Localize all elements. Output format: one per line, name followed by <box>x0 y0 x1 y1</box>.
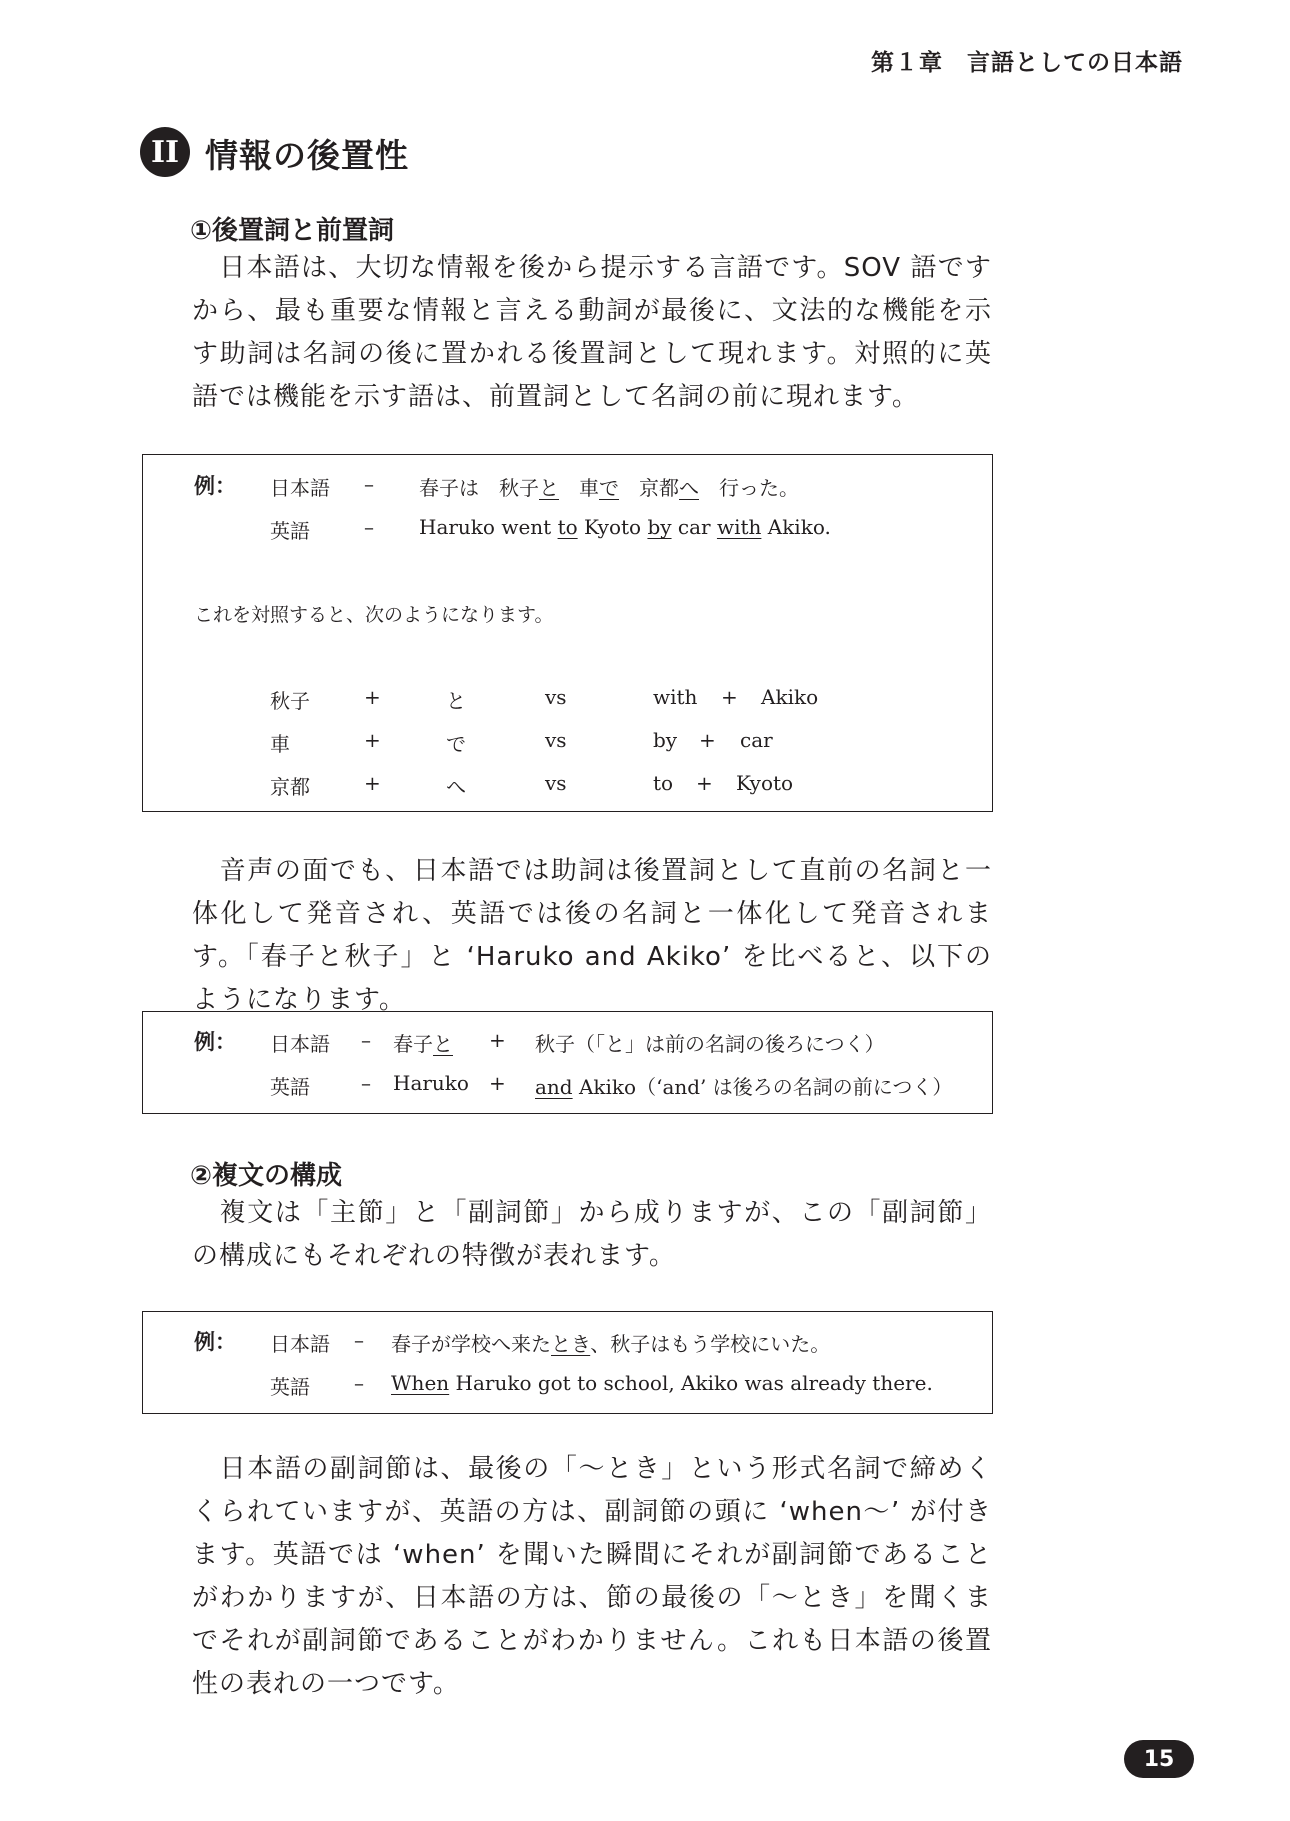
jp-lang-label: 日本語 <box>270 1032 330 1056</box>
jp-word: 春子と <box>393 1032 453 1056</box>
section-number-badge: II <box>140 127 190 177</box>
en-lang-label: 英語 <box>270 519 310 543</box>
example-label: 例： <box>194 1030 236 1054</box>
subsection-title-1: ①後置詞と前置詞 <box>190 216 395 246</box>
en-lang-label: 英語 <box>270 1375 310 1399</box>
en-note: and Akiko（‘and’ は後ろの名詞の前につく） <box>535 1075 953 1099</box>
row-plus: + <box>364 771 381 795</box>
paragraph-3: 複文は「主節」と「副詞節」から成りますが、この「副詞節」の構成にもそれぞれの特徴が表れます。 <box>192 1198 992 1271</box>
jp-sentence: 春子は 秋子と 車で 京都へ 行った。 <box>419 476 799 500</box>
compare-text: これを対照すると、次のようになります。 <box>194 604 554 626</box>
row-en-noun: Kyoto <box>736 771 794 795</box>
en-sentence: Haruko went to Kyoto by car with Akiko. <box>419 515 831 539</box>
paragraph-2: 音声の面でも、日本語では助詞は後置詞として直前の名詞と一体化して発音され、英語では後の名詞と一体化して発音されます。「春子と秋子」と ‘Haruko and Akiko’ を比べると、以下のようになります。 <box>192 856 992 1015</box>
example-label: 例： <box>194 474 236 498</box>
row-vs: vs <box>545 728 567 752</box>
dash: – <box>361 1071 371 1095</box>
paragraph-1: 日本語は、大切な情報を後から提示する言語です。SOV 語ですから、最も重要な情報と言える動詞が最後に、文法的な機能を示す助詞は名詞の後に置かれる後置詞として現れます。対照的に英語では機能を示す語は、前置詞として名詞の前に現れます。 <box>192 253 992 412</box>
row-plus2: + <box>721 685 738 709</box>
row-prep: to <box>653 771 674 795</box>
example-box-3 <box>142 1311 993 1414</box>
row-plus2: + <box>696 771 713 795</box>
row-en-noun: Akiko <box>761 685 819 709</box>
running-header: 第１章 言語としての日本語 <box>871 50 1183 76</box>
row-vs: vs <box>545 685 567 709</box>
row-noun: 京都 <box>270 775 310 799</box>
row-plus2: + <box>699 728 716 752</box>
row-plus: + <box>364 728 381 752</box>
row-particle: へ <box>446 775 466 799</box>
subsection-title-2: ②複文の構成 <box>190 1161 343 1191</box>
row-noun: 車 <box>270 732 290 756</box>
row-prep: with <box>653 685 698 709</box>
example-box-2 <box>142 1011 993 1114</box>
dash: – <box>361 1028 371 1052</box>
jp-note: 秋子（「と」は前の名詞の後ろにつく） <box>535 1032 885 1056</box>
paragraph-4: 日本語の副詞節は、最後の「～とき」という形式名詞で締めくくられていますが、英語の方は、副詞節の頭に ‘when～’ が付きます。英語では ‘when’ を聞いた瞬間にそれが副詞節であることがわかりますが、日本語の方は、節の最後の「～とき」を聞くまでそれが副詞節であることがわかりません。これも日本語の後置性の表れの一つです。 <box>192 1454 992 1699</box>
row-particle: と <box>446 689 466 713</box>
row-noun: 秋子 <box>270 689 310 713</box>
jp-lang-label: 日本語 <box>270 476 330 500</box>
en-word: Haruko <box>393 1071 469 1095</box>
dash: – <box>364 472 374 496</box>
jp-sentence: 春子が学校へ来たとき、秋子はもう学校にいた。 <box>391 1332 831 1356</box>
example-label: 例： <box>194 1330 236 1354</box>
plus: + <box>489 1028 506 1052</box>
row-particle: で <box>446 732 466 756</box>
row-plus: + <box>364 685 381 709</box>
en-sentence: When Haruko got to school, Akiko was already there. <box>391 1371 933 1395</box>
section-title: 情報の後置性 <box>205 136 409 175</box>
dash: – <box>354 1328 364 1352</box>
dash: – <box>364 515 374 539</box>
jp-lang-label: 日本語 <box>270 1332 330 1356</box>
row-prep: by <box>653 728 678 752</box>
page-number: 15 <box>1124 1740 1194 1778</box>
dash: – <box>354 1371 364 1395</box>
plus: + <box>489 1071 506 1095</box>
row-en-noun: car <box>740 728 773 752</box>
row-vs: vs <box>545 771 567 795</box>
en-lang-label: 英語 <box>270 1075 310 1099</box>
example-box-1 <box>142 454 993 812</box>
